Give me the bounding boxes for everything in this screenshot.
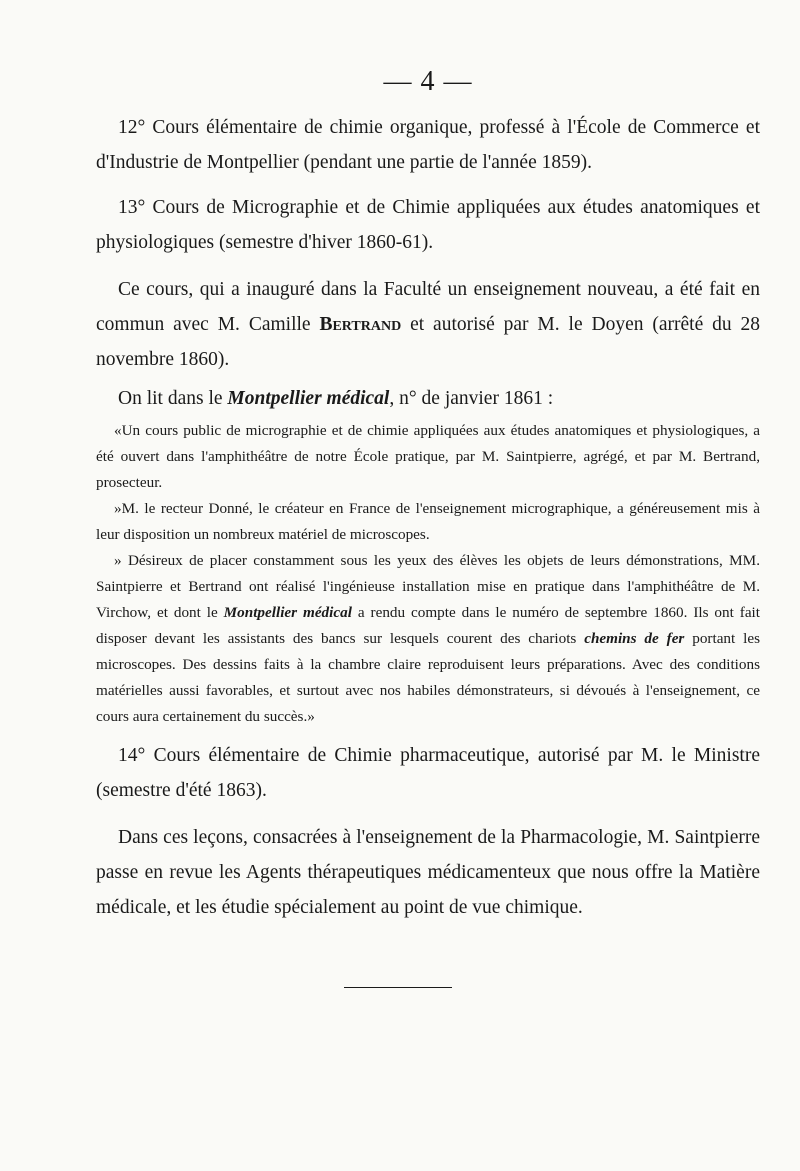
lessons-paragraph: Dans ces leçons, consacrées à l'enseignement de la Pharmacologie, M. Saintpierre passe en revue les Agents thérapeutiques médicamenteux que nous offre la Matière médicale, et les étudie spécialement au point de vue chimique. bbox=[96, 827, 760, 918]
quote-paragraph-2: »M. le recteur Donné, le créateur en France de l'enseignement micrographique, a généreusement mis à leur disposition un nombreux matériel de microscopes. bbox=[96, 500, 760, 543]
citation-intro-end: , n° de janvier 1861 : bbox=[389, 388, 554, 409]
quote-3-part-3: portant les microscopes. Des dessins faits à la chambre claire reproduisent leurs préparations. Avec des conditions matérielles aussi favorables, et surtout avec nos habiles démonstrateurs, si dévoués à l'enseignement, ce cours aura certainement du succès.» bbox=[96, 630, 760, 725]
course-info-text-end: et autorisé par M. le Doyen (arrêté du 28 novembre 1860). bbox=[96, 314, 760, 370]
quote-paragraph-1: «Un cours public de micrographie et de chimie appliquées aux études anatomiques et physiologiques, a été ouvert dans l'amphithéâtre de notre École pratique, par M. Saintpierre, agrégé, et par M. Bertrand, prosecteur. bbox=[96, 422, 760, 491]
citation-intro-paragraph bbox=[96, 381, 760, 416]
quote-3-part-2: a rendu compte dans le numéro de septembre 1860. Ils ont fait disposer devant les assistants des bancs sur lesquels courent des chariots bbox=[96, 604, 760, 647]
quote-paragraph-3 bbox=[96, 548, 760, 730]
entry-13-paragraph: 13° Cours de Micrographie et de Chimie appliquées aux études anatomiques et physiologiques (semestre d'hiver 1860-61). bbox=[96, 197, 760, 253]
journal-title: Montpellier médical bbox=[227, 388, 390, 409]
quote-3-journal-title: Montpellier médical bbox=[223, 604, 352, 621]
bertrand-name: Bertrand bbox=[319, 314, 402, 335]
citation-intro-start: On lit dans le bbox=[118, 388, 228, 409]
course-info-paragraph bbox=[96, 272, 760, 377]
page-number: — 4 — bbox=[383, 66, 473, 97]
course-info-text-start: Ce cours, qui a inauguré dans la Faculté un enseignement nouveau, a été fait en commun avec M. Camille bbox=[96, 279, 760, 335]
end-rule-divider bbox=[344, 987, 452, 988]
entry-12-paragraph: 12° Cours élémentaire de chimie organique, professé à l'École de Commerce et d'Industrie de Montpellier (pendant une partie de l'année 1859). bbox=[96, 117, 760, 173]
quote-3-part-1: » Désireux de placer constamment sous les yeux des élèves les objets de leurs démonstrations, MM. Saintpierre et Bertrand ont réalisé l'ingénieuse installation mise en pratique dans l'amphithéâtre de M. Virchow, et dont le bbox=[96, 552, 760, 621]
quote-3-rails-term: chemins de fer bbox=[584, 630, 685, 647]
entry-14-paragraph: 14° Cours élémentaire de Chimie pharmaceutique, autorisé par M. le Ministre (semestre d'été 1863). bbox=[96, 745, 760, 801]
